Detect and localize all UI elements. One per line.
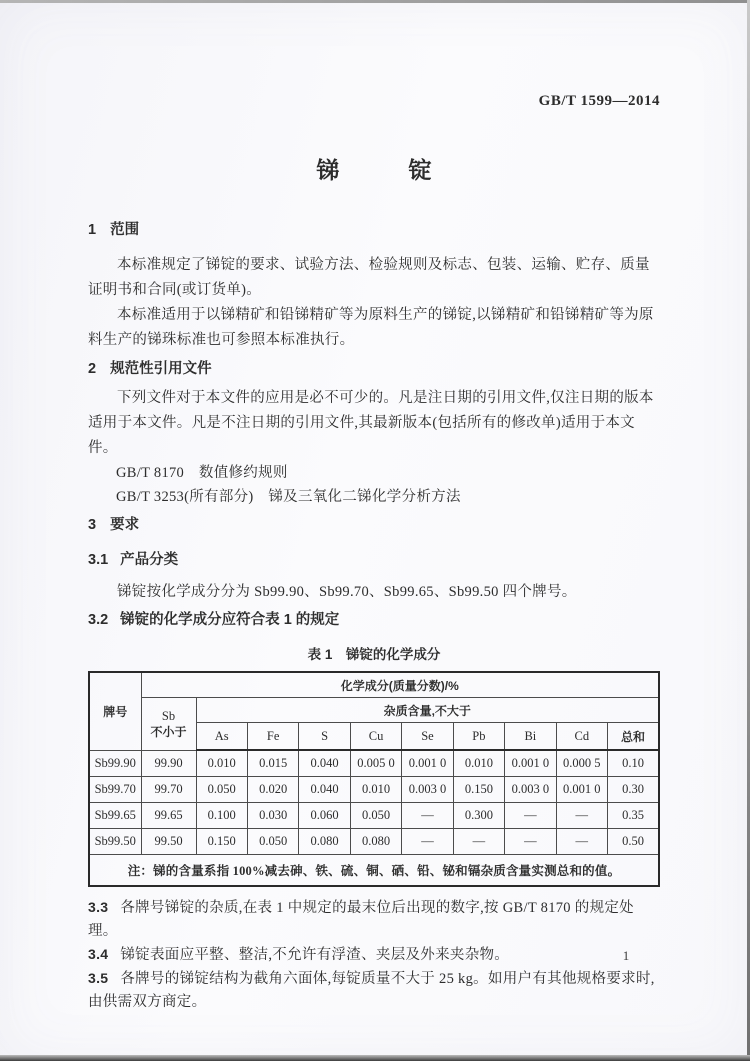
section-3-1-heading bbox=[88, 550, 660, 570]
table-header-impurity: 杂质含量,不大于 bbox=[196, 698, 659, 723]
section-3-1-number: 3.1 bbox=[88, 552, 109, 568]
scan-edge-bottom bbox=[0, 1055, 750, 1061]
table-header-s: S bbox=[299, 723, 350, 751]
value-cell: 0.50 bbox=[608, 829, 660, 855]
clause-3-5 bbox=[88, 967, 660, 1014]
value-cell: 0.10 bbox=[608, 750, 660, 777]
value-cell: 0.001 0 bbox=[402, 750, 453, 777]
clause-3-4-number: 3.4 bbox=[88, 946, 109, 962]
table-note: 注：锑的含量系指 100%减去砷、铁、硫、铜、硒、铅、铋和镉杂质含量实测总和的值。 bbox=[89, 855, 659, 887]
clause-3-3-text: 各牌号锑锭的杂质,在表 1 中规定的最末位后出现的数字,按 GB/T 8170 的规定处理。 bbox=[88, 900, 634, 939]
section-1-heading bbox=[88, 220, 660, 240]
table-header-se: Se bbox=[402, 723, 453, 751]
page-number: 1 bbox=[622, 948, 630, 963]
value-cell: 0.015 bbox=[247, 750, 298, 777]
table-row-sb9965 bbox=[89, 803, 659, 829]
normative-reference-1: GB/T 8170 数值修约规则 bbox=[116, 465, 288, 481]
clause-3-5-number: 3.5 bbox=[88, 970, 109, 986]
value-cell: 0.005 0 bbox=[350, 750, 401, 777]
value-cell: 0.30 bbox=[608, 777, 660, 803]
value-cell: 0.050 bbox=[196, 777, 247, 803]
value-cell: 0.060 bbox=[299, 803, 350, 829]
sb-value-cell: 99.50 bbox=[141, 829, 196, 855]
clause-3-3-number: 3.3 bbox=[88, 899, 109, 915]
sb-value-cell: 99.70 bbox=[141, 777, 196, 803]
section-1-paragraph-2: 本标准适用于以锑精矿和铅锑精矿等为原料生产的锑锭,以锑精矿和铅锑精矿等为原料生产的锑珠标准也可参照本标准执行。 bbox=[88, 307, 654, 348]
scan-edge-top bbox=[0, 0, 750, 3]
document-title: 锑 锭 bbox=[316, 157, 432, 183]
clause-3-4-text: 锑锭表面应平整、整洁,不允许有浮渣、夹层及外来夹杂物。 bbox=[120, 947, 510, 963]
value-cell: 0.050 bbox=[247, 829, 298, 855]
value-cell: 0.003 0 bbox=[505, 777, 556, 803]
section-2-paragraph-1: 下列文件对于本文件的应用是必不可少的。凡是注日期的引用文件,仅注日期的版本适用于本文件。凡是不注日期的引用文件,其最新版本(包括所有的修改单)适用于本文件。 bbox=[88, 390, 654, 456]
table-header-sb-limit: 不小于 bbox=[150, 724, 187, 739]
value-cell: — bbox=[453, 829, 504, 855]
table-row-sb9990 bbox=[89, 750, 659, 777]
table-row-sb9950 bbox=[89, 829, 659, 855]
section-1-number: 1 bbox=[88, 222, 97, 238]
value-cell: — bbox=[402, 803, 453, 829]
section-1-paragraph-1: 本标准规定了锑锭的要求、试验方法、检验规则及标志、包装、运输、贮存、质量证明书和合同(或订货单)。 bbox=[88, 257, 650, 298]
section-3-1-paragraph: 锑锭按化学成分分为 Sb99.90、Sb99.70、Sb99.65、Sb99.50 四个牌号。 bbox=[117, 584, 577, 600]
section-3-2-title: 锑锭的化学成分应符合表 1 的规定 bbox=[120, 612, 340, 628]
value-cell: 0.100 bbox=[196, 803, 247, 829]
value-cell: 0.300 bbox=[453, 803, 504, 829]
value-cell: 0.000 5 bbox=[556, 750, 607, 777]
clause-3-5-text: 各牌号的锑锭结构为截角六面体,每锭质量不大于 25 kg。如用户有其他规格要求时,由供需双方商定。 bbox=[88, 971, 655, 1010]
value-cell: 0.35 bbox=[608, 803, 660, 829]
table-header-as: As bbox=[196, 723, 247, 751]
section-3-1-title: 产品分类 bbox=[120, 552, 179, 568]
value-cell: — bbox=[556, 829, 607, 855]
value-cell: 0.050 bbox=[350, 803, 401, 829]
value-cell: 0.003 0 bbox=[402, 777, 453, 803]
section-1-title: 范围 bbox=[110, 222, 140, 238]
value-cell: — bbox=[505, 829, 556, 855]
table-header-chem-composition: 化学成分(质量分数)/% bbox=[141, 672, 659, 698]
table-header-fe: Fe bbox=[247, 723, 298, 751]
value-cell: — bbox=[556, 803, 607, 829]
table-header-brand: 牌号 bbox=[89, 672, 141, 750]
sb-value-cell: 99.90 bbox=[141, 750, 196, 777]
value-cell: 0.080 bbox=[299, 829, 350, 855]
table-header-sb-symbol: Sb bbox=[161, 708, 176, 723]
table-row-sb9970 bbox=[89, 777, 659, 803]
brand-cell: Sb99.65 bbox=[89, 803, 141, 829]
value-cell: — bbox=[402, 829, 453, 855]
section-3-2-number: 3.2 bbox=[88, 612, 109, 628]
section-3-2-heading bbox=[88, 610, 660, 630]
section-3-number: 3 bbox=[88, 517, 97, 533]
value-cell: 0.150 bbox=[196, 829, 247, 855]
section-2-number: 2 bbox=[88, 361, 97, 377]
value-cell: 0.040 bbox=[299, 750, 350, 777]
clause-3-3 bbox=[88, 896, 660, 943]
value-cell: 0.030 bbox=[247, 803, 298, 829]
value-cell: 0.010 bbox=[453, 750, 504, 777]
table-header-sb-min bbox=[141, 698, 196, 751]
section-2-heading bbox=[88, 359, 660, 379]
section-3-heading bbox=[88, 515, 660, 535]
table-header-bi: Bi bbox=[505, 723, 556, 751]
table-1-caption: 表 1 锑锭的化学成分 bbox=[307, 647, 441, 662]
brand-cell: Sb99.90 bbox=[89, 750, 141, 777]
value-cell: 0.040 bbox=[299, 777, 350, 803]
clause-3-4 bbox=[88, 943, 660, 967]
value-cell: 0.150 bbox=[453, 777, 504, 803]
section-2-title: 规范性引用文件 bbox=[110, 361, 212, 377]
value-cell: 0.080 bbox=[350, 829, 401, 855]
table-1-chemical-composition bbox=[88, 671, 660, 887]
table-header-cd: Cd bbox=[556, 723, 607, 751]
table-header-cu: Cu bbox=[350, 723, 401, 751]
table-note-row bbox=[89, 855, 659, 887]
section-3-title: 要求 bbox=[110, 517, 140, 533]
brand-cell: Sb99.50 bbox=[89, 829, 141, 855]
standard-number: GB/T 1599—2014 bbox=[538, 93, 660, 109]
value-cell: 0.020 bbox=[247, 777, 298, 803]
normative-reference-2: GB/T 3253(所有部分) 锑及三氧化二锑化学分析方法 bbox=[116, 489, 461, 505]
value-cell: 0.001 0 bbox=[556, 777, 607, 803]
table-header-total: 总和 bbox=[608, 723, 660, 751]
brand-cell: Sb99.70 bbox=[89, 777, 141, 803]
table-header-pb: Pb bbox=[453, 723, 504, 751]
sb-value-cell: 99.65 bbox=[141, 803, 196, 829]
value-cell: 0.010 bbox=[196, 750, 247, 777]
value-cell: 0.010 bbox=[350, 777, 401, 803]
value-cell: 0.001 0 bbox=[505, 750, 556, 777]
value-cell: — bbox=[505, 803, 556, 829]
